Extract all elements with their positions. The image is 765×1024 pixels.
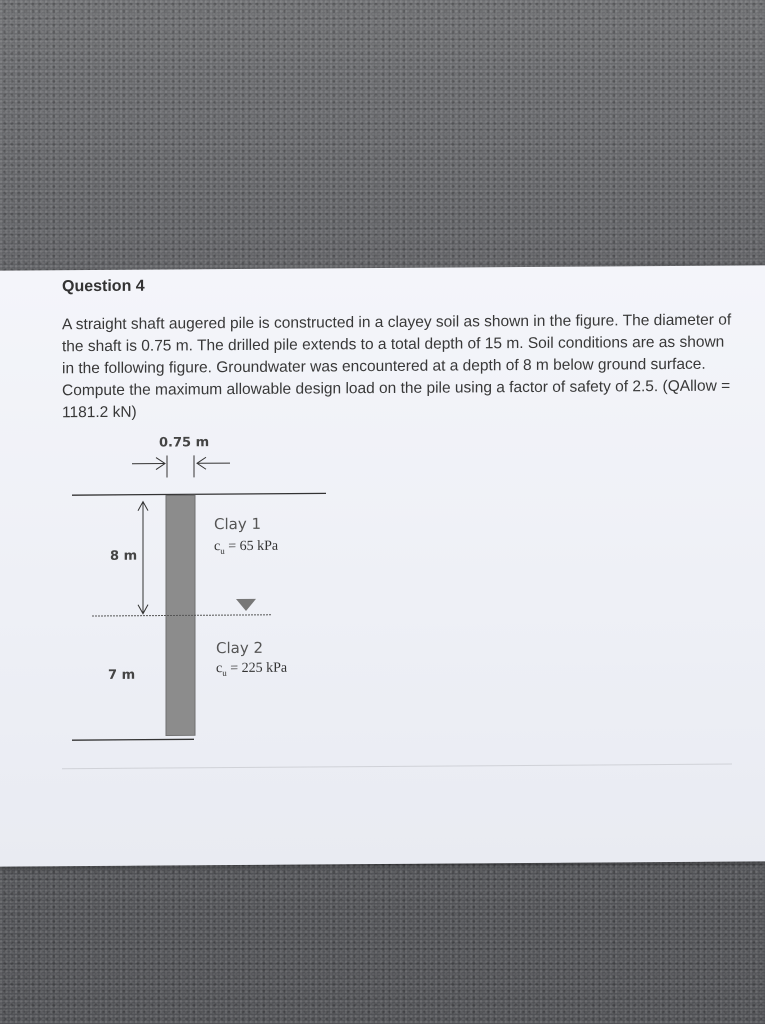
diameter-label: 0.75 m bbox=[159, 435, 210, 451]
ground-surface-line bbox=[72, 493, 326, 495]
clay1-cu: $c_u = 65$ kPa bbox=[214, 538, 279, 556]
layer-boundary-line bbox=[92, 615, 272, 616]
depth-label-clay1: 8 m bbox=[110, 548, 138, 564]
pile-base-line bbox=[72, 739, 194, 740]
clay2-cu: $c_u = 225$ kPa bbox=[216, 660, 288, 678]
question-title: Question 4 bbox=[62, 277, 145, 296]
clay1-name: Clay 1 bbox=[214, 514, 262, 534]
question-sheet bbox=[0, 265, 765, 866]
depth-label-clay2: 7 m bbox=[108, 667, 136, 683]
pile-diagram bbox=[0, 265, 765, 770]
clay2-name: Clay 2 bbox=[216, 638, 264, 658]
water-table-icon bbox=[236, 599, 256, 611]
question-text: A straight shaft augered pile is constructed in a clayey soil as shown in the figure. The diameter of the shaft is 0.75 m. The drilled pile extends to a total depth of 15 m. Soil conditions are as shown in the following figure. Groundwater was encountered at a depth of 8 m below ground surface. Compute the maximum allowable design load on the pile using a factor of safety of 2.5. (QAllow = 1181.2 kN) bbox=[62, 311, 732, 422]
